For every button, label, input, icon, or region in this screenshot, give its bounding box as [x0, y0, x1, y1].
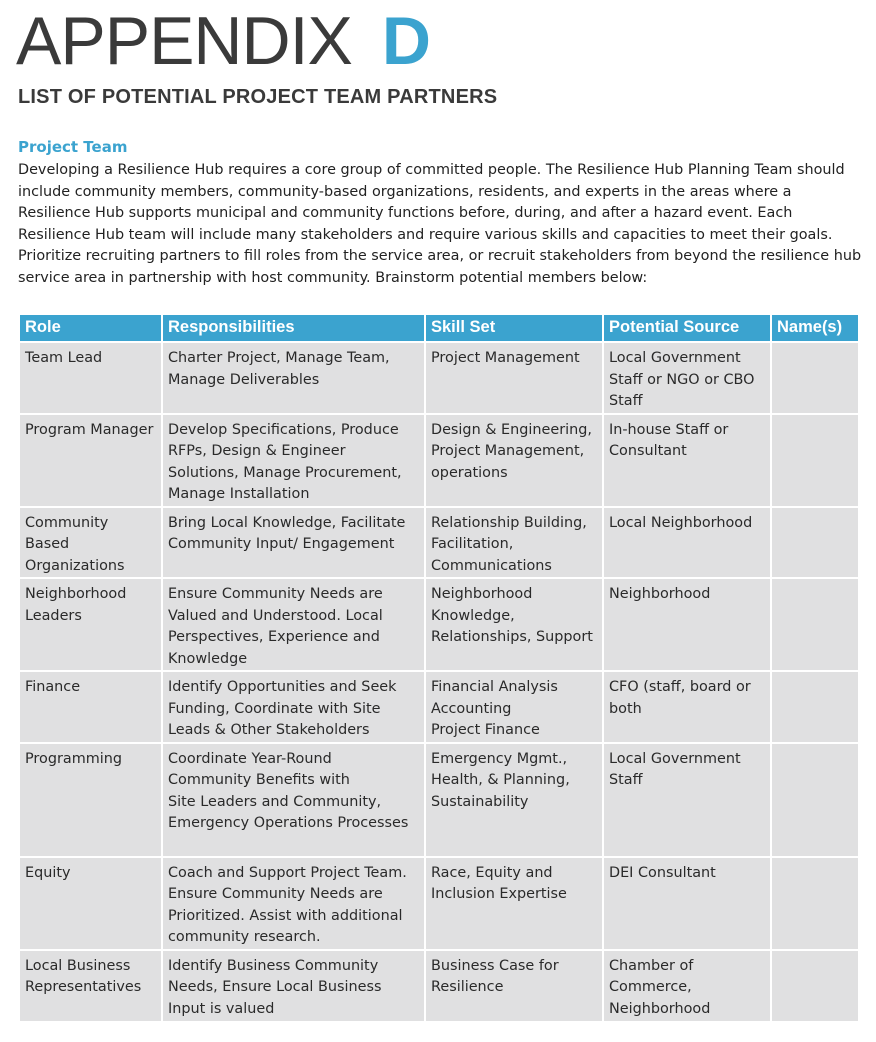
- responsibilities-line: Coordinate Year-Round Community Benefits with: [168, 750, 350, 788]
- column-header-skill-set: Skill Set: [425, 314, 603, 342]
- role-cell: Local Business Representatives: [19, 950, 162, 1022]
- skill-set-cell: Emergency Mgmt., Health, & Planning, Sustainability: [425, 743, 603, 857]
- skill-set-line: Project Finance: [431, 722, 540, 738]
- responsibilities-cell: Bring Local Knowledge, Facilitate Community Input/ Engagement: [162, 507, 425, 579]
- names-cell[interactable]: [771, 507, 859, 579]
- names-cell[interactable]: [771, 342, 859, 414]
- responsibilities-cell: [162, 743, 425, 857]
- responsibilities-cell: Coach and Support Project Team. Ensure Community Needs are Prioritized. Assist with additional community research.: [162, 857, 425, 950]
- table-row: [19, 507, 859, 579]
- names-cell[interactable]: [771, 857, 859, 950]
- role-cell: Programming: [19, 743, 162, 857]
- potential-source-cell: DEI Consultant: [603, 857, 771, 950]
- potential-source-cell: Local Government Staff or NGO or CBO Staff: [603, 342, 771, 414]
- skill-set-cell: Design & Engineering, Project Management, operations: [425, 414, 603, 507]
- column-header-responsibilities: Responsibilities: [162, 314, 425, 342]
- responsibilities-cell: Identify Opportunities and Seek Funding, Coordinate with Site Leads & Other Stakeholders: [162, 671, 425, 743]
- role-cell: Neighborhood Leaders: [19, 578, 162, 671]
- skill-set-line: Financial Analysis: [431, 679, 558, 695]
- potential-source-cell: Local Government Staff: [603, 743, 771, 857]
- responsibilities-line: Site Leaders and Community, Emergency Operations Processes: [168, 793, 409, 831]
- names-cell[interactable]: [771, 578, 859, 671]
- table-row: [19, 950, 859, 1022]
- responsibilities-cell: Ensure Community Needs are Valued and Understood. Local Perspectives, Experience and Knowledge: [162, 578, 425, 671]
- skill-set-cell: [425, 671, 603, 743]
- skill-set-cell: Neighborhood Knowledge, Relationships, Support: [425, 578, 603, 671]
- potential-source-cell: In-house Staff or Consultant: [603, 414, 771, 507]
- names-cell[interactable]: [771, 950, 859, 1022]
- page-subtitle: LIST OF POTENTIAL PROJECT TEAM PARTNERS: [18, 86, 498, 108]
- role-cell: Community Based Organizations: [19, 507, 162, 579]
- potential-source-cell: Neighborhood: [603, 578, 771, 671]
- names-cell[interactable]: [771, 743, 859, 857]
- skill-set-cell: Business Case for Resilience: [425, 950, 603, 1022]
- skill-set-cell: Project Management: [425, 342, 603, 414]
- section-heading: Project Team: [18, 138, 128, 156]
- potential-source-cell: Local Neighborhood: [603, 507, 771, 579]
- role-cell: Equity: [19, 857, 162, 950]
- responsibilities-cell: Identify Business Community Needs, Ensure Local Business Input is valued: [162, 950, 425, 1022]
- table-row: [19, 414, 859, 507]
- skill-set-line: Accounting: [431, 700, 512, 717]
- column-header-potential-source: Potential Source: [603, 314, 771, 342]
- role-cell: Team Lead: [19, 342, 162, 414]
- table-header-row: [19, 314, 859, 342]
- table-row: [19, 578, 859, 671]
- intro-paragraph: Developing a Resilience Hub requires a core group of committed people. The Resilience Hub Planning Team should include community members, community-based organizations, residents, and experts in the areas where a Resilience Hub supports municipal and community functions before, during, and after a hazard event. Each Resilience Hub team will include many stakeholders and require various skills and capacities to meet their goals. Prioritize recruiting partners to fill roles from the service area, or recruit stakeholders from beyond the resilience hub service area in partnership with host community. Brainstorm potential members below:: [18, 162, 862, 286]
- role-cell: Finance: [19, 671, 162, 743]
- potential-source-cell: CFO (staff, board or both: [603, 671, 771, 743]
- title-word: APPENDIX: [16, 3, 352, 79]
- names-cell[interactable]: [771, 671, 859, 743]
- skill-set-cell: Relationship Building, Facilitation, Communications: [425, 507, 603, 579]
- page-title: [16, 3, 431, 79]
- role-cell: Program Manager: [19, 414, 162, 507]
- table-row: [19, 671, 859, 743]
- column-header-names: Name(s): [771, 314, 859, 342]
- column-header-role: Role: [19, 314, 162, 342]
- responsibilities-cell: Develop Specifications, Produce RFPs, Design & Engineer Solutions, Manage Procurement, Manage Installation: [162, 414, 425, 507]
- title-letter: D: [381, 3, 431, 79]
- names-cell[interactable]: [771, 414, 859, 507]
- table-row: [19, 857, 859, 950]
- table-row: [19, 342, 859, 414]
- team-partners-table: [18, 313, 860, 1023]
- potential-source-cell: Chamber of Commerce, Neighborhood: [603, 950, 771, 1022]
- skill-set-cell: Race, Equity and Inclusion Expertise: [425, 857, 603, 950]
- table-row: [19, 743, 859, 857]
- responsibilities-cell: Charter Project, Manage Team, Manage Deliverables: [162, 342, 425, 414]
